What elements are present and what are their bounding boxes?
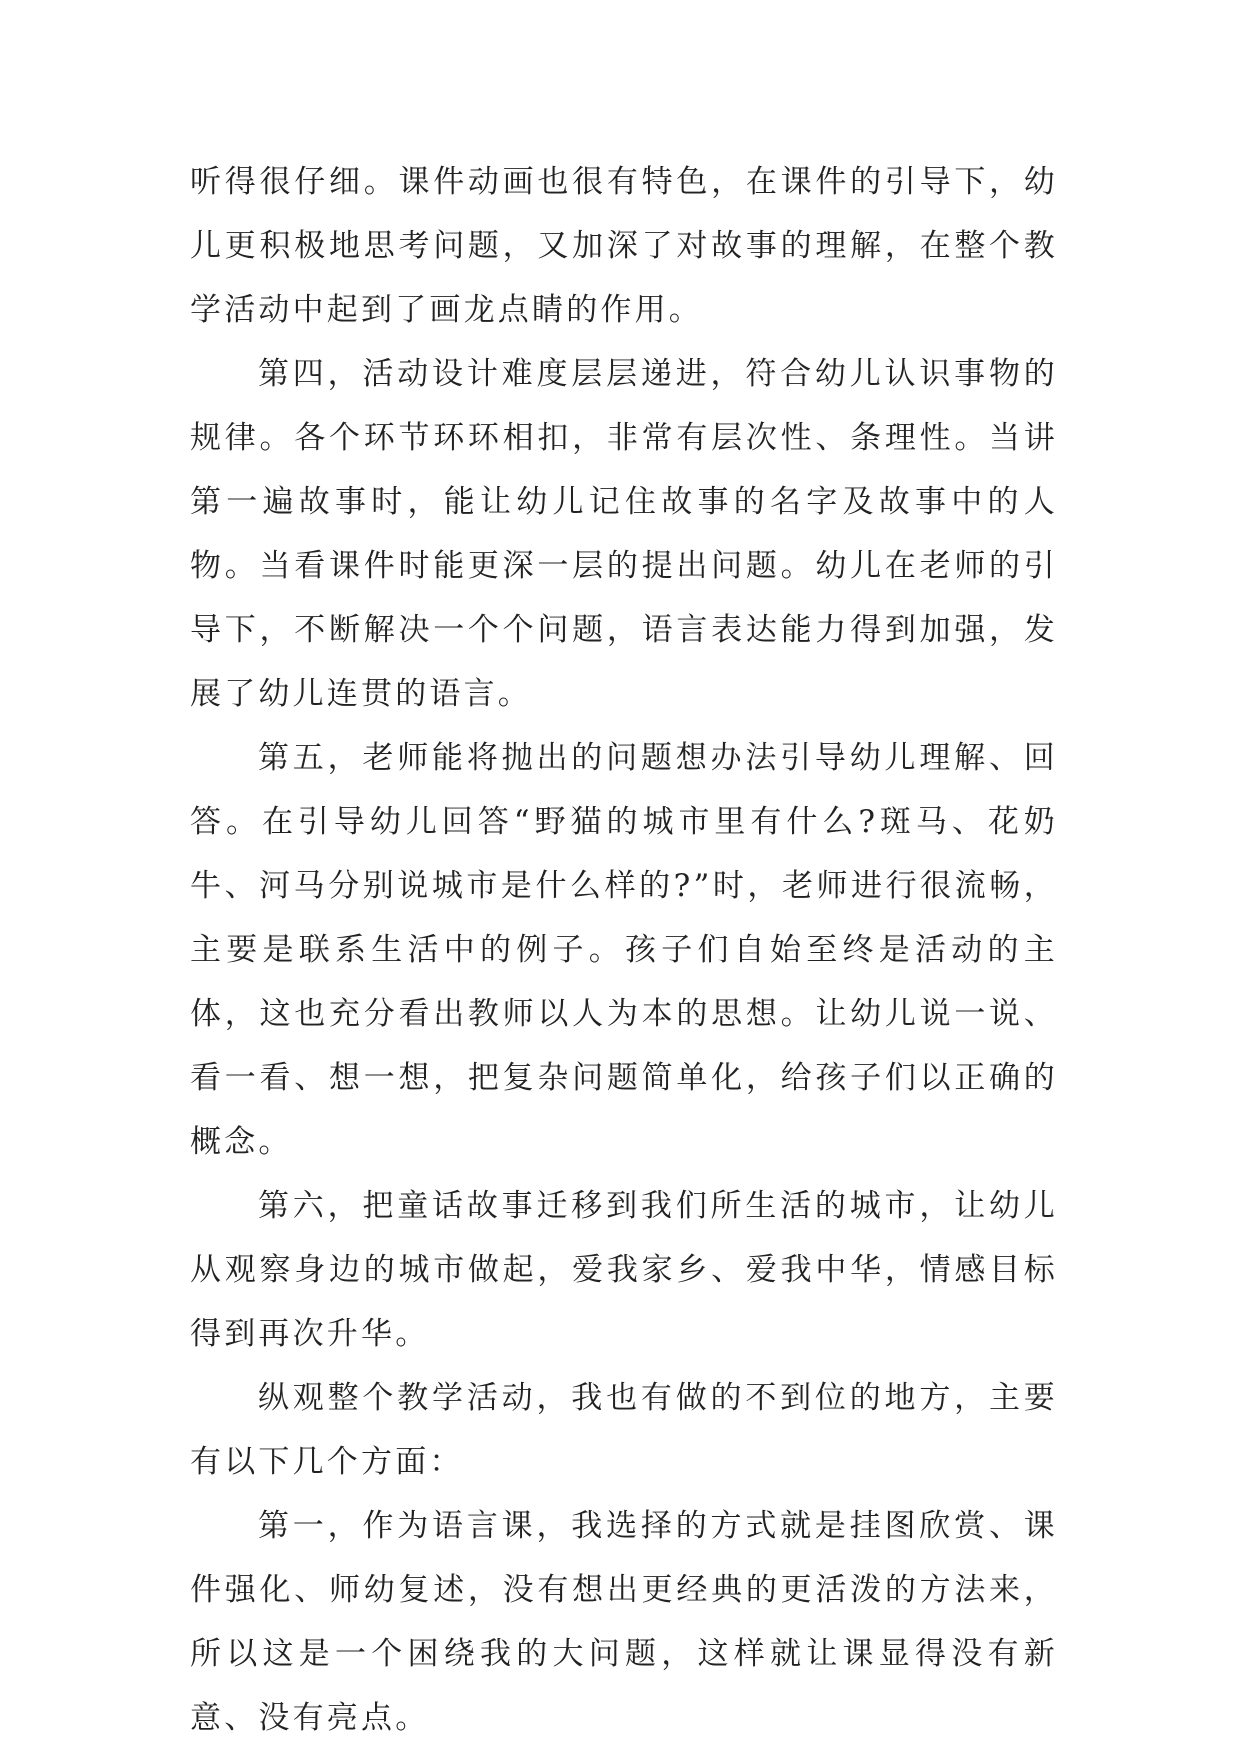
paragraph-point-four: 第四，活动设计难度层层递进，符合幼儿认识事物的规律。各个环节环环相扣，非常有层次性、条理性。当讲第一遍故事时，能让幼儿记住故事的名字及故事中的人物。当看课件时能更深一层的提出问题。幼儿在老师的引导下，不断解决一个个问题，语言表达能力得到加强，发展了幼儿连贯的语言。 bbox=[190, 356, 1058, 712]
document-body bbox=[190, 150, 1058, 1750]
paragraph-continuation: 听得很仔细。课件动画也很有特色，在课件的引导下，幼儿更积极地思考问题，又加深了对故事的理解，在整个教学活动中起到了画龙点睛的作用。 bbox=[190, 164, 1058, 328]
paragraph-point-five: 第五，老师能将抛出的问题想办法引导幼儿理解、回答。在引导幼儿回答“野猫的城市里有什么?斑马、花奶牛、河马分别说城市是什么样的?”时，老师进行很流畅，主要是联系生活中的例子。孩子们自始至终是活动的主体，这也充分看出教师以人为本的思想。让幼儿说一说、看一看、想一想，把复杂问题简单化，给孩子们以正确的概念。 bbox=[190, 740, 1058, 1160]
paragraph-point-six: 第六，把童话故事迁移到我们所生活的城市，让幼儿从观察身边的城市做起，爱我家乡、爱我中华，情感目标得到再次升华。 bbox=[190, 1188, 1058, 1352]
paragraph-shortcoming-one: 第一，作为语言课，我选择的方式就是挂图欣赏、课件强化、师幼复述，没有想出更经典的更活泼的方法来，所以这是一个困绕我的大问题，这样就让课显得没有新意、没有亮点。 bbox=[190, 1508, 1058, 1736]
paragraph-shortcomings-intro: 纵观整个教学活动，我也有做的不到位的地方，主要有以下几个方面： bbox=[190, 1380, 1058, 1480]
